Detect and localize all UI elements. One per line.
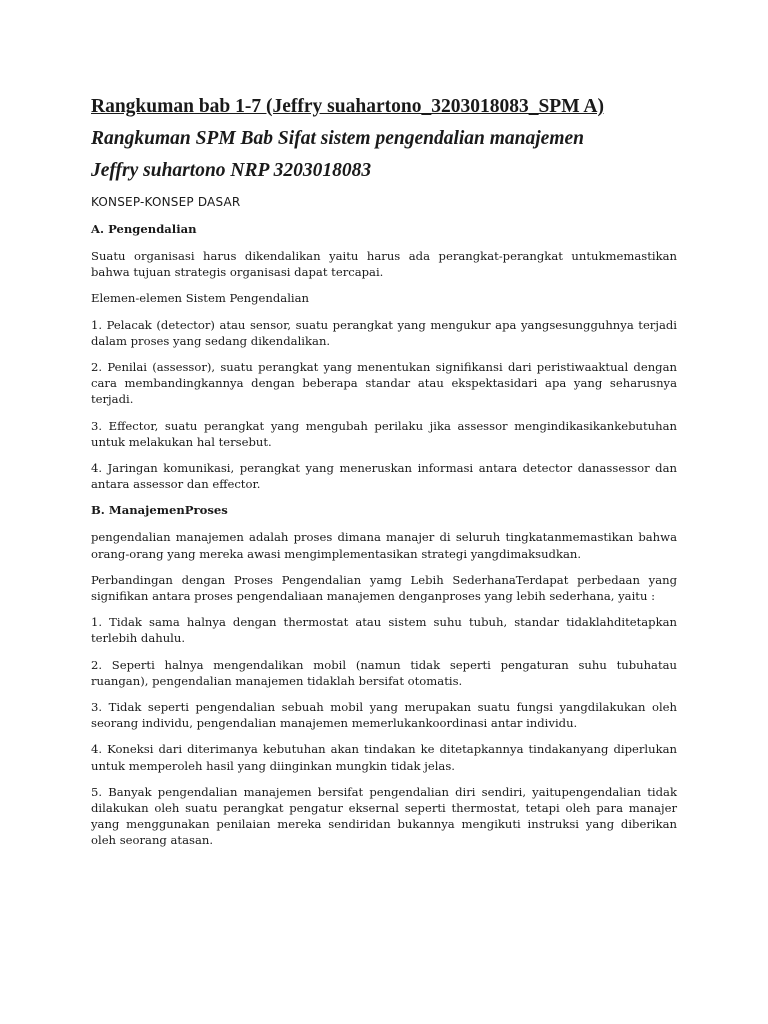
section-b-item: 3. Tidak seperti pengendalian sebuah mobil yang merupakan suatu fungsi yangdilakukan oleh seorang individu, pengendalian manajemen memerlukankoordinasi antar individu. — [91, 700, 677, 731]
section-b-item: 1. Tidak sama halnya dengan thermostat atau sistem suhu tubuh, standar tidaklahditetapkan terlebih dahulu. — [91, 615, 677, 646]
section-b-item: 4. Koneksi dari diterimanya kebutuhan akan tindakan ke ditetapkannya tindakanyang diperlukan untuk memperoleh hasil yang diinginkan mungkin tidak jelas. — [91, 742, 677, 773]
section-a-intro: Suatu organisasi harus dikendalikan yaitu harus ada perangkat-perangkat untukmemastikan bahwa tujuan strategis organisasi dapat tercapai. — [91, 249, 677, 280]
section-b-intro: pengendalian manajemen adalah proses dimana manajer di seluruh tingkatanmemastikan bahwa orang-orang yang mereka awasi mengimplementasikan strategi yangdimaksudkan. — [91, 530, 677, 561]
document-title: Rangkuman bab 1-7 (Jeffry suahartono_3203018083_SPM A) — [91, 96, 604, 117]
section-title: KONSEP-KONSEP DASAR — [91, 195, 241, 209]
section-b-item: 2. Seperti halnya mengendalikan mobil (namun tidak seperti pengaturan suhu tubuhatau ruangan), pengendalian manajemen tidaklah bersifat otomatis. — [91, 657, 677, 688]
document-page — [91, 96, 677, 859]
document-subtitle: Rangkuman SPM Bab Sifat sistem pengendalian manajemen — [91, 128, 585, 149]
section-a-item: 4. Jaringan komunikasi, perangkat yang meneruskan informasi antara detector danassessor dan antara assessor dan effector. — [91, 461, 677, 492]
elements-title: Elemen-elemen Sistem Pengendalian — [91, 291, 309, 306]
section-a-heading: A. Pengendalian — [91, 222, 197, 236]
section-a-item: 3. Effector, suatu perangkat yang mengubah perilaku jika assessor mengindikasikankebutuhan untuk melakukan hal tersebut. — [91, 418, 677, 449]
author-line: Jeffry suhartono NRP 3203018083 — [91, 160, 372, 181]
section-a-item: 1. Pelacak (detector) atau sensor, suatu perangkat yang mengukur apa yangsesungguhnya terjadi dalam proses yang sedang dikendalikan. — [91, 317, 677, 348]
section-b-comparison: Perbandingan dengan Proses Pengendalian yamg Lebih SederhanaTerdapat perbedaan yang signifikan antara proses pengendaliaan manajemen denganproses yang lebih sederhana, yaitu : — [91, 572, 677, 604]
section-b-heading: B. ManajemenProses — [91, 503, 228, 518]
section-b-item: 5. Banyak pengendalian manajemen bersifat pengendalian diri sendiri, yaitupengendalian tidak dilakukan oleh suatu perangkat pengatur eksernal seperti thermostat, tetapi oleh para manajer yang menggunakan penilaian mereka sendiridan bukannya mengikuti instruksi yang diberikan oleh seorang atasan. — [91, 784, 677, 848]
section-a-item: 2. Penilai (assessor), suatu perangkat yang menentukan signifikansi dari peristiwaaktual dengan cara membandingkannya dengan beberapa standar atau ekspektasidari apa yang seharusnya terjadi. — [91, 360, 677, 407]
